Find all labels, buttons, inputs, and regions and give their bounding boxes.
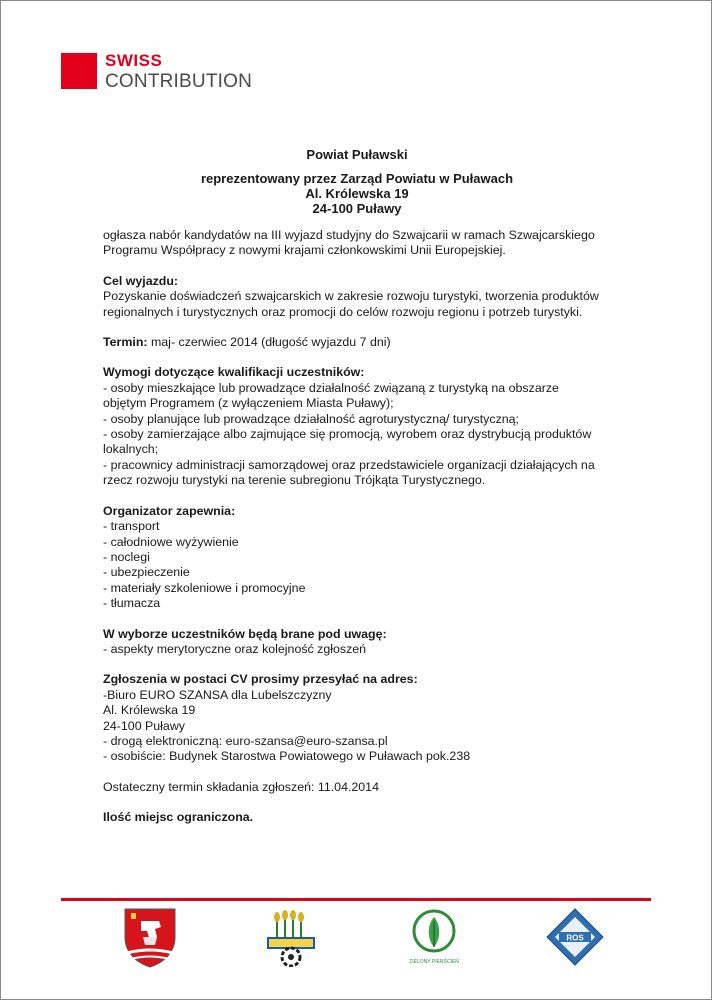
wymogi-line: - osoby mieszkające lub prowadzące działalność związaną z turystyką na obszarze xyxy=(103,380,559,395)
cel-heading: Cel wyjazdu: xyxy=(103,273,179,288)
limited-seats-paragraph xyxy=(103,810,643,825)
organizator-item: - transport xyxy=(103,519,160,534)
wymogi-line: rzecz rozwoju turystyki na terenie subregionu Trójkąta Turystycznego. xyxy=(103,473,486,488)
wheat-gear-emblem-icon xyxy=(263,907,319,967)
zgloszenia-heading: Zgłoszenia w postaci CV prosimy przesyłać na adres: xyxy=(103,672,418,687)
wymogi-line: - pracownicy administracji samorządowej oraz przedstawiciele organizacji działających na xyxy=(103,457,595,472)
ros-logo-text: ROS xyxy=(566,933,584,943)
limited-seats-text: Ilość miejsc ograniczona. xyxy=(103,810,254,825)
wymogi-line: - osoby zamierzające albo zajmujące się promocją, wyrobem oraz dystrybucją produktów xyxy=(103,427,592,442)
organizator-item: - ubezpieczenie xyxy=(103,565,190,580)
organizator-item: - noclegi xyxy=(103,549,150,564)
termin-section xyxy=(103,335,643,350)
zgloszenia-line: Al. Królewska 19 xyxy=(103,703,196,718)
intro-paragraph xyxy=(103,228,643,259)
logo-red-square xyxy=(61,53,97,89)
zgloszenia-line: -Biuro EURO SZANSA dla Lubelszczyzny xyxy=(103,687,332,702)
pulawy-coat-of-arms-icon xyxy=(123,907,177,969)
organizator-item: - tłumacza xyxy=(103,596,161,611)
cel-section xyxy=(103,274,643,320)
header-line: 24-100 Puławy xyxy=(312,201,402,216)
header-line: Al. Królewska 19 xyxy=(305,186,409,201)
announcement-header xyxy=(1,147,712,216)
termin-label: Termin: xyxy=(103,335,148,350)
intro-line: Programu Współpracy z nowymi krajami członkowskimi Unii Europejskiej. xyxy=(103,243,506,258)
zgloszenia-line: 24-100 Puławy xyxy=(103,718,185,733)
termin-value: maj- czerwiec 2014 (długość wyjazdu 7 dni) xyxy=(147,335,391,350)
intro-line: ogłasza nabór kandydatów na III wyjazd studyjny do Szwajcarii w ramach Szwajcarskiego xyxy=(103,228,595,242)
logo-contribution-text: CONTRIBUTION xyxy=(105,71,253,92)
green-ring-caption: ZIELONY PIERŚCIEŃ xyxy=(409,959,459,965)
organizator-item: - całodniowe wyżywienie xyxy=(103,534,239,549)
ros-diamond-logo-icon xyxy=(545,907,605,967)
zgloszenia-line: - osobiście: Budynek Starostwa Powiatowego w Puławach pok.238 xyxy=(103,749,471,764)
wybor-line: - aspekty merytoryczne oraz kolejność zgłoszeń xyxy=(103,641,367,656)
zgloszenia-section xyxy=(103,672,643,764)
wybor-heading: W wyborze uczestników będą brane pod uwagę: xyxy=(103,626,387,641)
organizator-section xyxy=(103,504,643,612)
announcement-body xyxy=(103,228,643,841)
logo-text xyxy=(105,51,252,93)
wymogi-heading: Wymogi dotyczące kwalifikacji uczestników: xyxy=(103,365,365,380)
logo-swiss-text: SWISS xyxy=(105,51,163,70)
footer-logos xyxy=(1,907,712,977)
zgloszenia-email-line: - drogą elektroniczną: euro-szansa@euro-szansa.pl xyxy=(103,733,388,748)
header-title: Powiat Puławski xyxy=(306,147,408,162)
wymogi-line: - osoby planujące lub prowadzące działalność agroturystyczną/ turystyczną; xyxy=(103,411,519,426)
green-ring-leaf-icon xyxy=(409,907,459,969)
wymogi-line: objętym Programem (z wyłączeniem Miasta Puławy); xyxy=(103,396,394,411)
wymogi-section xyxy=(103,365,643,488)
organizator-item: - materiały szkoleniowe i promocyjne xyxy=(103,580,306,595)
cel-line: Pozyskanie doświadczeń szwajcarskich w zakresie rozwoju turystyki, tworzenia produktów xyxy=(103,289,599,304)
organizator-heading: Organizator zapewnia: xyxy=(103,503,236,518)
cel-line: regionalnych i turystycznych oraz promocji do celów rozwoju regionu i potrzeb turystyki. xyxy=(103,304,583,319)
header-line: reprezentowany przez Zarząd Powiatu w Puławach xyxy=(200,171,514,186)
deadline-paragraph xyxy=(103,780,643,795)
footer-red-rule xyxy=(61,898,651,901)
wymogi-line: lokalnych; xyxy=(103,442,159,457)
wybor-section xyxy=(103,627,643,658)
deadline-text: Ostateczny termin składania zgłoszeń: 11.04.2014 xyxy=(103,779,379,794)
